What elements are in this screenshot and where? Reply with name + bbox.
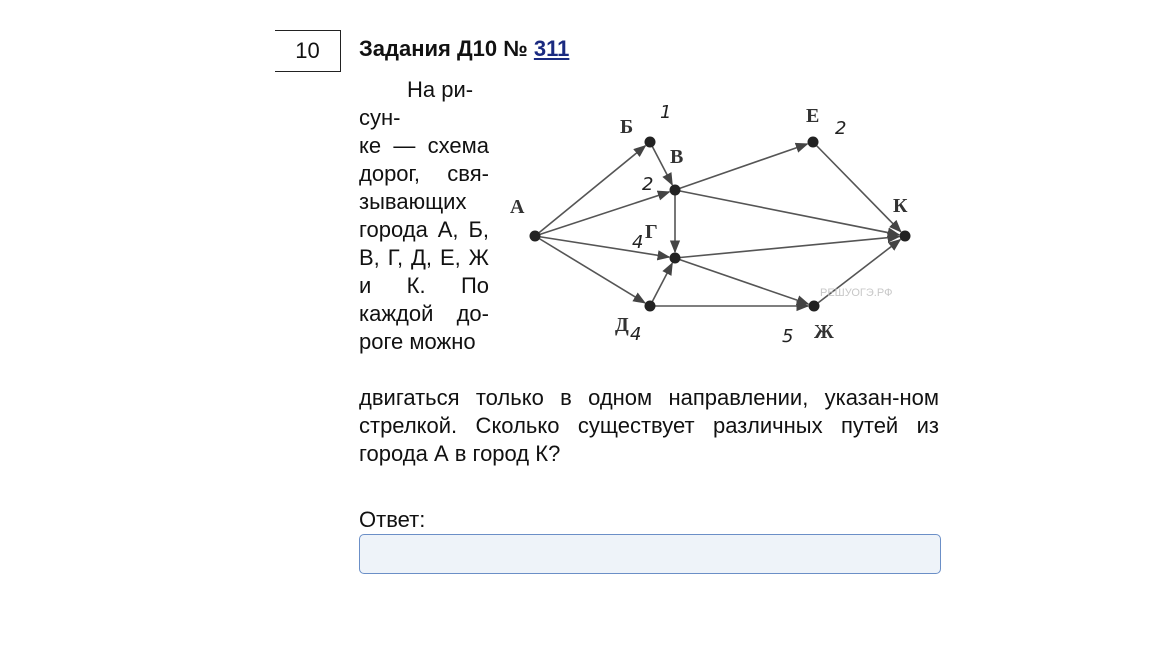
edge-A-B <box>535 146 645 236</box>
answer-input[interactable] <box>359 534 941 574</box>
node-A <box>530 231 541 242</box>
edge-E-K <box>813 142 901 232</box>
node-G <box>670 253 681 264</box>
edge-D-G <box>650 263 672 306</box>
edge-V-E <box>675 144 807 190</box>
graph-edges <box>535 142 901 306</box>
node-B <box>645 137 656 148</box>
problem-text-part1: На ри- сун- ке — схема дорог, свя-зывающих города А, Б, В, Г, Д, Е, Ж и К. По каждой до-роге можно <box>359 77 489 354</box>
node-label-E: Е <box>806 105 820 127</box>
node-D <box>645 301 656 312</box>
node-E <box>808 137 819 148</box>
node-label-A: А <box>510 196 525 218</box>
task-title <box>359 36 569 62</box>
node-K <box>900 231 911 242</box>
problem-text-wide: двигаться только в одном направлении, указан-ном стрелкой. Сколько существует различных путей из города А в город К? <box>359 385 939 466</box>
graph-nodes <box>530 137 911 312</box>
problem-id-link[interactable]: 311 <box>533 36 570 61</box>
node-Zh <box>809 301 820 312</box>
handwritten-note: 5 <box>782 326 794 346</box>
node-label-V: В <box>670 146 684 168</box>
handwritten-note: 4 <box>630 324 642 345</box>
handwritten-note: 2 <box>642 174 654 195</box>
node-label-Zh: Ж <box>814 321 834 343</box>
node-label-B: Б <box>620 116 634 138</box>
problem-text-narrow <box>359 76 489 356</box>
edge-A-D <box>535 236 645 303</box>
handwritten-note: 1 <box>660 102 672 123</box>
road-graph-figure <box>500 96 930 346</box>
node-V <box>670 185 681 196</box>
node-label-G: Г <box>645 221 658 243</box>
task-number-box <box>275 30 341 72</box>
handwritten-note: 4 <box>632 232 644 253</box>
edge-G-Zh <box>675 258 808 304</box>
watermark: РЕШУОГЭ.РФ <box>820 287 893 299</box>
task-title-prefix: Задания Д10 № <box>359 36 534 61</box>
answer-label: Ответ: <box>359 507 426 532</box>
node-label-D: Д <box>615 314 629 336</box>
task-number: 10 <box>295 38 320 63</box>
edge-G-K <box>675 237 899 258</box>
node-label-K: К <box>893 195 908 217</box>
handwritten-note: 2 <box>835 118 847 139</box>
